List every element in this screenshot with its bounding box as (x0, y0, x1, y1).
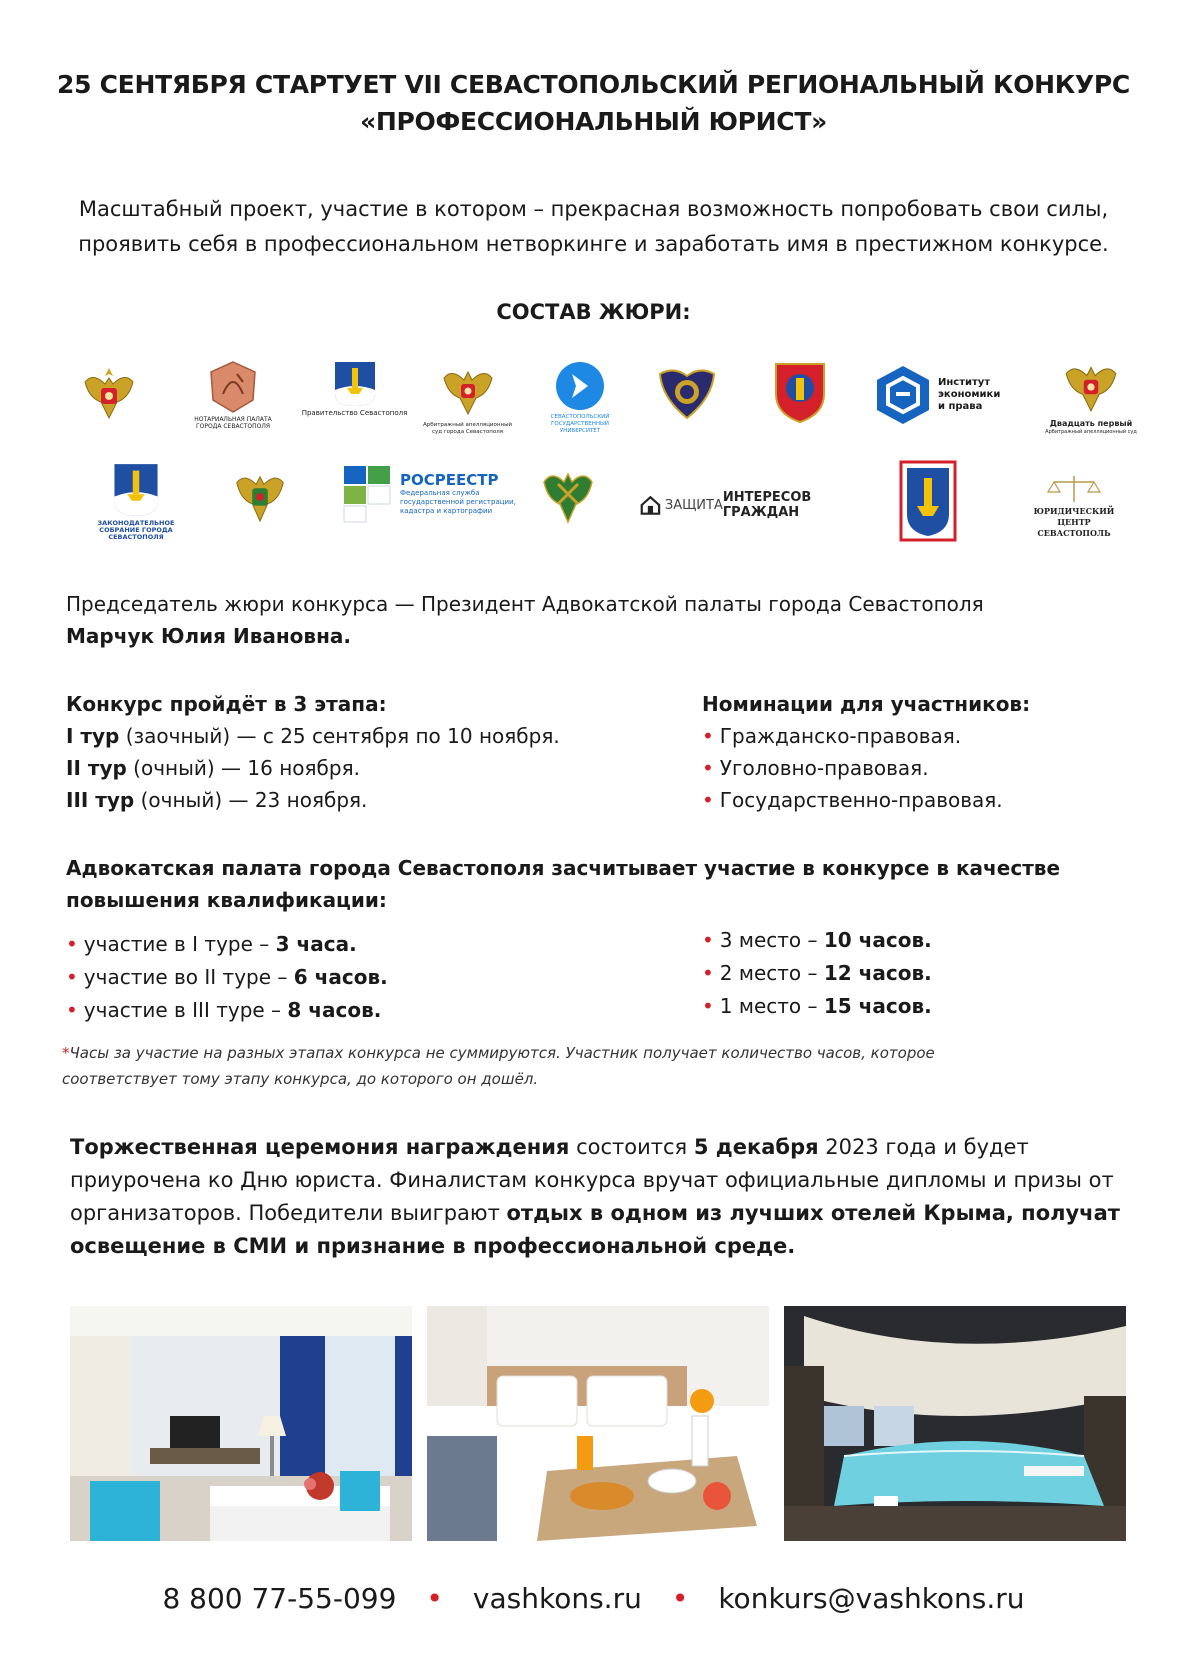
ceremony-paragraph (70, 1131, 1120, 1263)
bullet-icon: • (702, 928, 714, 952)
nomination-item (702, 752, 1030, 784)
stage-tour: I тур (66, 724, 120, 748)
sevastopol-coat-icon (899, 460, 957, 542)
stages-heading: Конкурс пройдёт в 3 этапа: (66, 692, 387, 716)
bullet-icon: • (702, 788, 714, 812)
logo-government (302, 360, 407, 417)
prosecutor-eagle-icon (540, 462, 596, 526)
bullet-icon: • (702, 961, 714, 985)
stage-item (66, 720, 560, 752)
ceremony-bold-1: Торжественная церемония награждения (70, 1135, 570, 1159)
hours-label: участие в III туре – (83, 998, 288, 1022)
hours-value: 3 часа. (275, 932, 357, 956)
rosreestr-name: РОСРЕЕСТР (400, 470, 499, 489)
logo-arbitration-caption: Арбитражный апелляционный суд города Севастополя (423, 422, 512, 435)
ceremony-text-2: 2023 года и будет приурочена ко Дню юриста. Финалистам конкурса вручат официальные дипломы и призы от организаторов. Победители выиграют (70, 1135, 1114, 1225)
hours-item (702, 957, 932, 990)
logo-emblem (654, 364, 720, 420)
bullet-icon: • (66, 965, 78, 989)
university-arrow-icon (554, 360, 606, 412)
sevastopol-flag-icon (333, 360, 377, 408)
bullet-icon: • (702, 994, 714, 1018)
footnote-line-1 (62, 1040, 1142, 1066)
jury-heading: СОСТАВ ЖЮРИ: (496, 300, 691, 324)
hours-label: участие в I туре – (83, 932, 276, 956)
hours-label: участие во II туре – (83, 965, 294, 989)
stage-tour: II тур (66, 756, 127, 780)
logo-court21-caption-1: Двадцать первый (1049, 419, 1133, 428)
rosreestr-text (400, 471, 520, 516)
logo-government-caption: Правительство Севастополя (301, 409, 408, 417)
nomination-label: Уголовно-правовая. (719, 756, 929, 780)
nomination-item (702, 720, 1030, 752)
emblem-icon (656, 364, 718, 420)
pool-photo (784, 1306, 1126, 1541)
sevastopol-flag-icon (112, 462, 160, 518)
hours-value: 8 часов. (287, 998, 382, 1022)
hours-value: 15 часов. (823, 994, 932, 1018)
logo-court21-caption-2: Арбитражный апелляционный суд (1045, 429, 1137, 435)
eagle-icon (438, 360, 498, 420)
advocate-heading-line-1: Адвокатская палата города Севастополя засчитывает участие в конкурсе в качестве (66, 856, 1061, 880)
stage-item (66, 752, 560, 784)
hours-footnote (62, 1040, 1142, 1092)
shield-emblem-icon (772, 360, 828, 424)
logo-shield (770, 360, 830, 424)
bullet-icon: • (66, 932, 78, 956)
nominations-block (702, 688, 1030, 816)
notary-seal-icon (207, 360, 259, 414)
hours-value: 10 часов. (823, 928, 932, 952)
hotel-room-photo (70, 1306, 412, 1541)
stage-rest: (заочный) — с 25 сентября по 10 ноября. (119, 724, 560, 748)
ceremony-date: 5 декабря (693, 1135, 819, 1159)
logo-legal-center-caption: ЮРИДИЧЕСКИЙ ЦЕНТР СЕВАСТОПОЛЬ (1033, 506, 1115, 538)
bullet-icon: • (702, 756, 714, 780)
nomination-item (702, 784, 1030, 816)
hours-label: 3 место – (719, 928, 824, 952)
rosreestr-icon (342, 462, 394, 524)
eagle-icon (1060, 355, 1122, 417)
rosreestr-sub: Федеральная служба государственной регистрации, кадастра и картографии (400, 488, 516, 515)
logo-arbitration (420, 360, 515, 436)
advocate-hours-participation (66, 928, 388, 1027)
advocate-heading (66, 852, 1126, 916)
logo-legal-center (1024, 474, 1124, 539)
stage-rest: (очный) — 23 ноября. (134, 788, 368, 812)
nominations-heading: Номинации для участников: (702, 692, 1031, 716)
eagle-icon (231, 464, 289, 528)
logo-defense (640, 490, 870, 520)
hours-item (66, 928, 388, 961)
logo-prosecutor (538, 462, 598, 526)
phone-number[interactable]: 8 800 77-55-099 (162, 1582, 397, 1615)
title-line-2: «ПРОФЕССИОНАЛЬНЫЙ ЮРИСТ» (360, 107, 827, 136)
logo-rosreestr (342, 462, 522, 524)
nomination-label: Гражданско-правовая. (719, 724, 962, 748)
logo-legislative (76, 462, 196, 541)
intro-paragraph (40, 192, 1147, 262)
footnote-line-2: соответствует тому этапу конкурса, до которого он дошёл. (62, 1070, 539, 1088)
jury-chair-name: Марчук Юлия Ивановна. (66, 624, 351, 648)
jury-chair (66, 588, 984, 652)
advocate-hours-places (702, 924, 932, 1023)
logo-notary (178, 360, 288, 430)
intro-line-2: проявить себя в профессиональном нетворкинге и заработать имя в престижном конкурсе. (78, 232, 1109, 256)
logo-sevastopol-coat (898, 460, 958, 542)
hours-label: 1 место – (719, 994, 824, 1018)
stages-block (66, 688, 560, 816)
hours-value: 12 часов. (823, 961, 932, 985)
logo-eagle-1 (78, 362, 140, 424)
contact-footer (0, 1582, 1187, 1615)
logo-legislative-caption: ЗАКОНОДАТЕЛЬНОЕ СОБРАНИЕ ГОРОДА СЕВАСТОПОЛЯ (97, 519, 175, 541)
title-line-1: 25 СЕНТЯБРЯ СТАРТУЕТ VII СЕВАСТОПОЛЬСКИЙ РЕГИОНАЛЬНЫЙ КОНКУРС (57, 70, 1130, 99)
bullet-icon: • (702, 724, 714, 748)
breakfast-photo (427, 1306, 769, 1541)
email-link[interactable]: konkurs@vashkons.ru (718, 1582, 1025, 1615)
hours-label: 2 место – (719, 961, 824, 985)
logo-notary-caption: НОТАРИАЛЬНАЯ ПАЛАТА ГОРОДА СЕВАСТОПОЛЯ (194, 416, 272, 430)
scales-icon (1044, 474, 1104, 504)
institute-hexagon-icon (874, 364, 932, 426)
footnote-star: * (62, 1044, 70, 1062)
ceremony-text-1: состоится (569, 1135, 694, 1159)
stage-rest: (очный) — 16 ноября. (126, 756, 360, 780)
separator-dot-icon: • (671, 1582, 689, 1615)
intro-line-1: Масштабный проект, участие в котором – прекрасная возможность попробовать свои силы, (78, 197, 1109, 221)
jury-chair-text: Председатель жюри конкурса — Президент Адвокатской палаты города Севастополя (66, 592, 984, 616)
defense-text-2: ИНТЕРЕСОВ ГРАЖДАН (722, 490, 812, 520)
logo-eagle-2 (230, 464, 290, 528)
advocate-heading-line-2: повышения квалификации: (66, 888, 387, 912)
house-icon (640, 493, 661, 517)
eagle-icon (79, 362, 139, 424)
hours-item (702, 990, 932, 1023)
logo-court21 (1046, 355, 1136, 436)
stage-tour: III тур (66, 788, 135, 812)
ceremony-prizes: отдых в одном из лучших отелей Крыма, получат освещение в СМИ и признание в профессиональной среде. (70, 1201, 1120, 1258)
website-link[interactable]: vashkons.ru (472, 1582, 642, 1615)
hours-item (66, 994, 388, 1027)
footnote-text-1: Часы за участие на разных этапах конкурса не суммируются. Участник получает количество часов, которое (69, 1044, 935, 1062)
hours-item (702, 924, 932, 957)
logo-university (545, 360, 615, 435)
hours-item (66, 961, 388, 994)
page-title (0, 66, 1187, 140)
stage-item (66, 784, 560, 816)
bullet-icon: • (66, 998, 78, 1022)
separator-dot-icon: • (426, 1582, 443, 1615)
logo-institute (874, 364, 1014, 426)
defense-text-1: ЗАЩИТА (664, 497, 723, 513)
nomination-label: Государственно-правовая. (719, 788, 1003, 812)
hours-value: 6 часов. (293, 965, 388, 989)
logo-institute-caption: Институт экономики и права (938, 377, 1001, 412)
logo-university-caption: СЕВАСТОПОЛЬСКИЙ ГОСУДАРСТВЕННЫЙ УНИВЕРСИТЕТ (550, 414, 610, 434)
